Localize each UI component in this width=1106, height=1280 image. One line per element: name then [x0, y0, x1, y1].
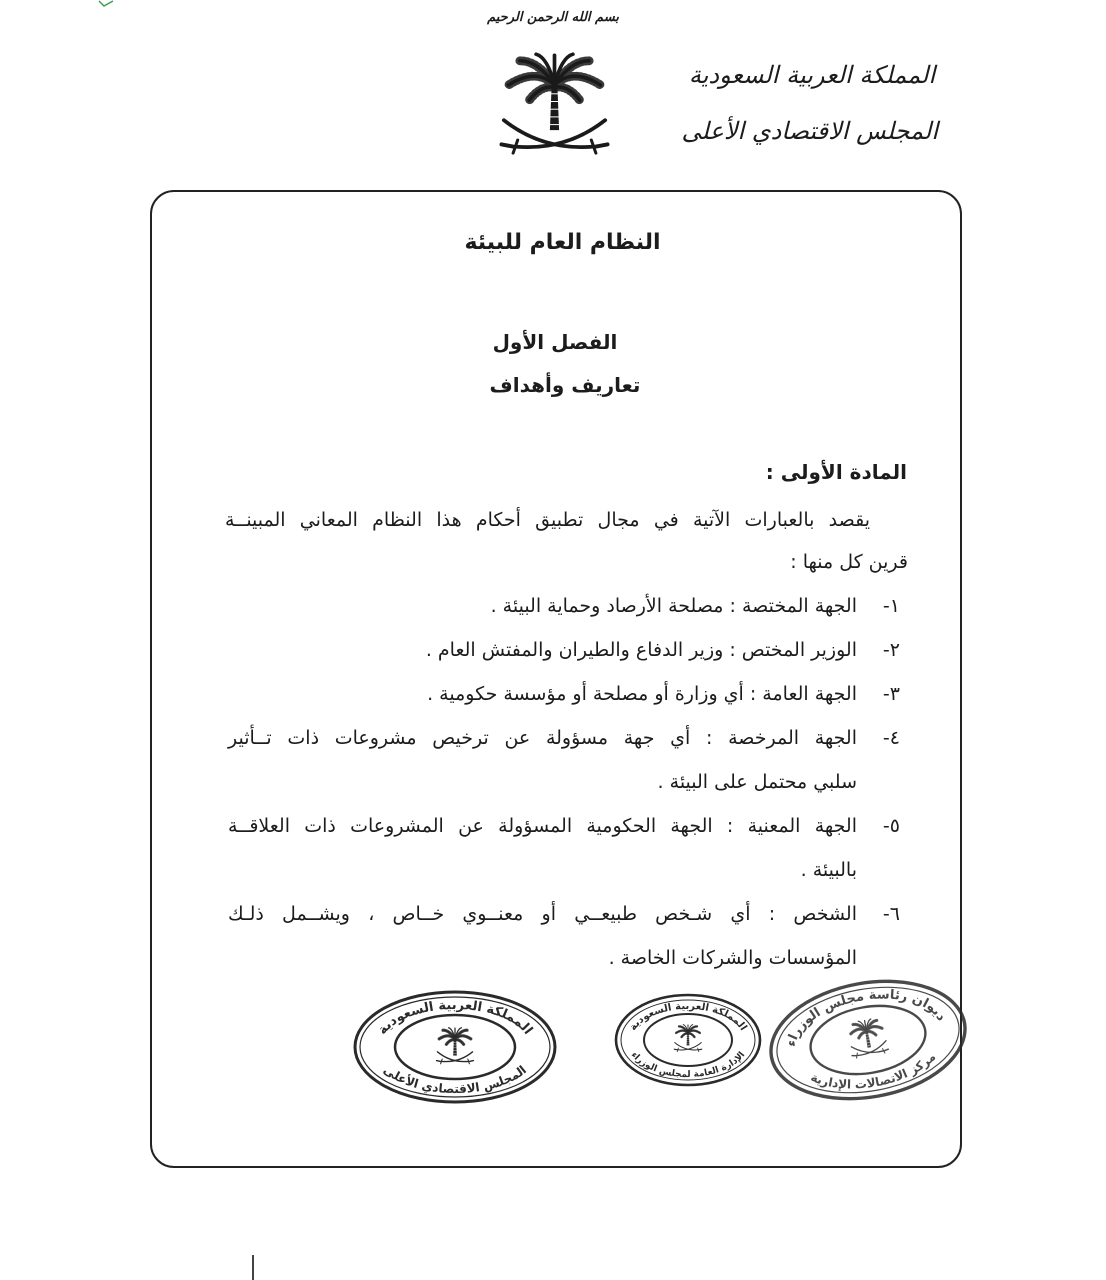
stamp-emblem-icon: [437, 1028, 474, 1064]
stamp-economic-council: [355, 992, 555, 1102]
definition-number: ٥-: [882, 815, 900, 837]
intro-line-1: يقصد بالعبارات الآتية في مجال تطبيق أحكام هذا النظام المعاني المبينــة: [225, 509, 870, 531]
definition-text-continued: المؤسسات والشركات الخاصة .: [608, 947, 857, 969]
letterhead-kingdom: المملكة العربية السعودية: [688, 61, 936, 89]
stamp-cabinet-office: [762, 967, 975, 1113]
stamp-emblem-icon: [846, 1017, 888, 1059]
article-heading: المادة الأولى :: [765, 460, 907, 484]
stamp-emblem-icon: [674, 1025, 702, 1052]
saudi-emblem-icon: [497, 52, 612, 162]
stamp-top-text: المملكة العربية السعودية: [375, 997, 536, 1038]
stamp-council-of-ministers-admin: [616, 995, 760, 1085]
stamp-bottom-text: الإدارة العامة لمجلس الوزراء: [628, 1050, 748, 1081]
letterhead-council: المجلس الاقتصادي الأعلى: [681, 117, 938, 145]
definition-text: الجهة المعنية : الجهة الحكومية المسؤولة عن المشروعات ذات العلاقــة: [228, 815, 857, 837]
stamp-bottom-text: المجلس الاقتصادي الأعلى: [380, 1062, 530, 1097]
definition-number: ٤-: [882, 727, 900, 749]
basmala-heading: بسم الله الرحمن الرحيم: [487, 10, 619, 25]
definition-text: الوزير المختص : وزير الدفاع والطيران والمفتش العام .: [425, 639, 857, 661]
document-title: النظام العام للبيئة: [464, 230, 661, 255]
chapter-subtitle: تعاريف وأهداف: [489, 373, 641, 397]
definition-text-continued: سلبي محتمل على البيئة .: [657, 771, 857, 793]
definition-text: الجهة العامة : أي وزارة أو مصلحة أو مؤسسة حكومية .: [427, 683, 857, 705]
definition-number: ٦-: [882, 903, 900, 925]
definition-text: الجهة المرخصة : أي جهة مسؤولة عن ترخيص مشروعات ذات تــأثير: [228, 727, 857, 749]
stamps-area: [340, 975, 980, 1115]
scan-mark: [98, 0, 114, 8]
intro-line-2: قرين كل منها :: [790, 551, 908, 573]
definition-text: الجهة المختصة : مصلحة الأرصاد وحماية البيئة .: [490, 595, 857, 617]
definition-number: ١-: [882, 595, 900, 617]
stamp-bottom-text: مركز الاتصالات الإدارية: [808, 1049, 939, 1092]
chapter-heading: الفصل الأول: [492, 330, 618, 354]
definition-number: ٢-: [882, 639, 900, 661]
definition-text-continued: بالبيئة .: [800, 859, 857, 881]
definition-number: ٣-: [882, 683, 900, 705]
margin-mark: [252, 1255, 254, 1280]
stamp-top-text: المملكة العربية السعودية: [627, 1000, 749, 1033]
definition-text: الشخص : أي شـخص طبيعــي أو معنــوي خــاص ، ويشــمل ذلـك: [228, 903, 857, 925]
stamp-top-text: ديوان رئاسة مجلس الوزراء: [783, 987, 949, 1049]
